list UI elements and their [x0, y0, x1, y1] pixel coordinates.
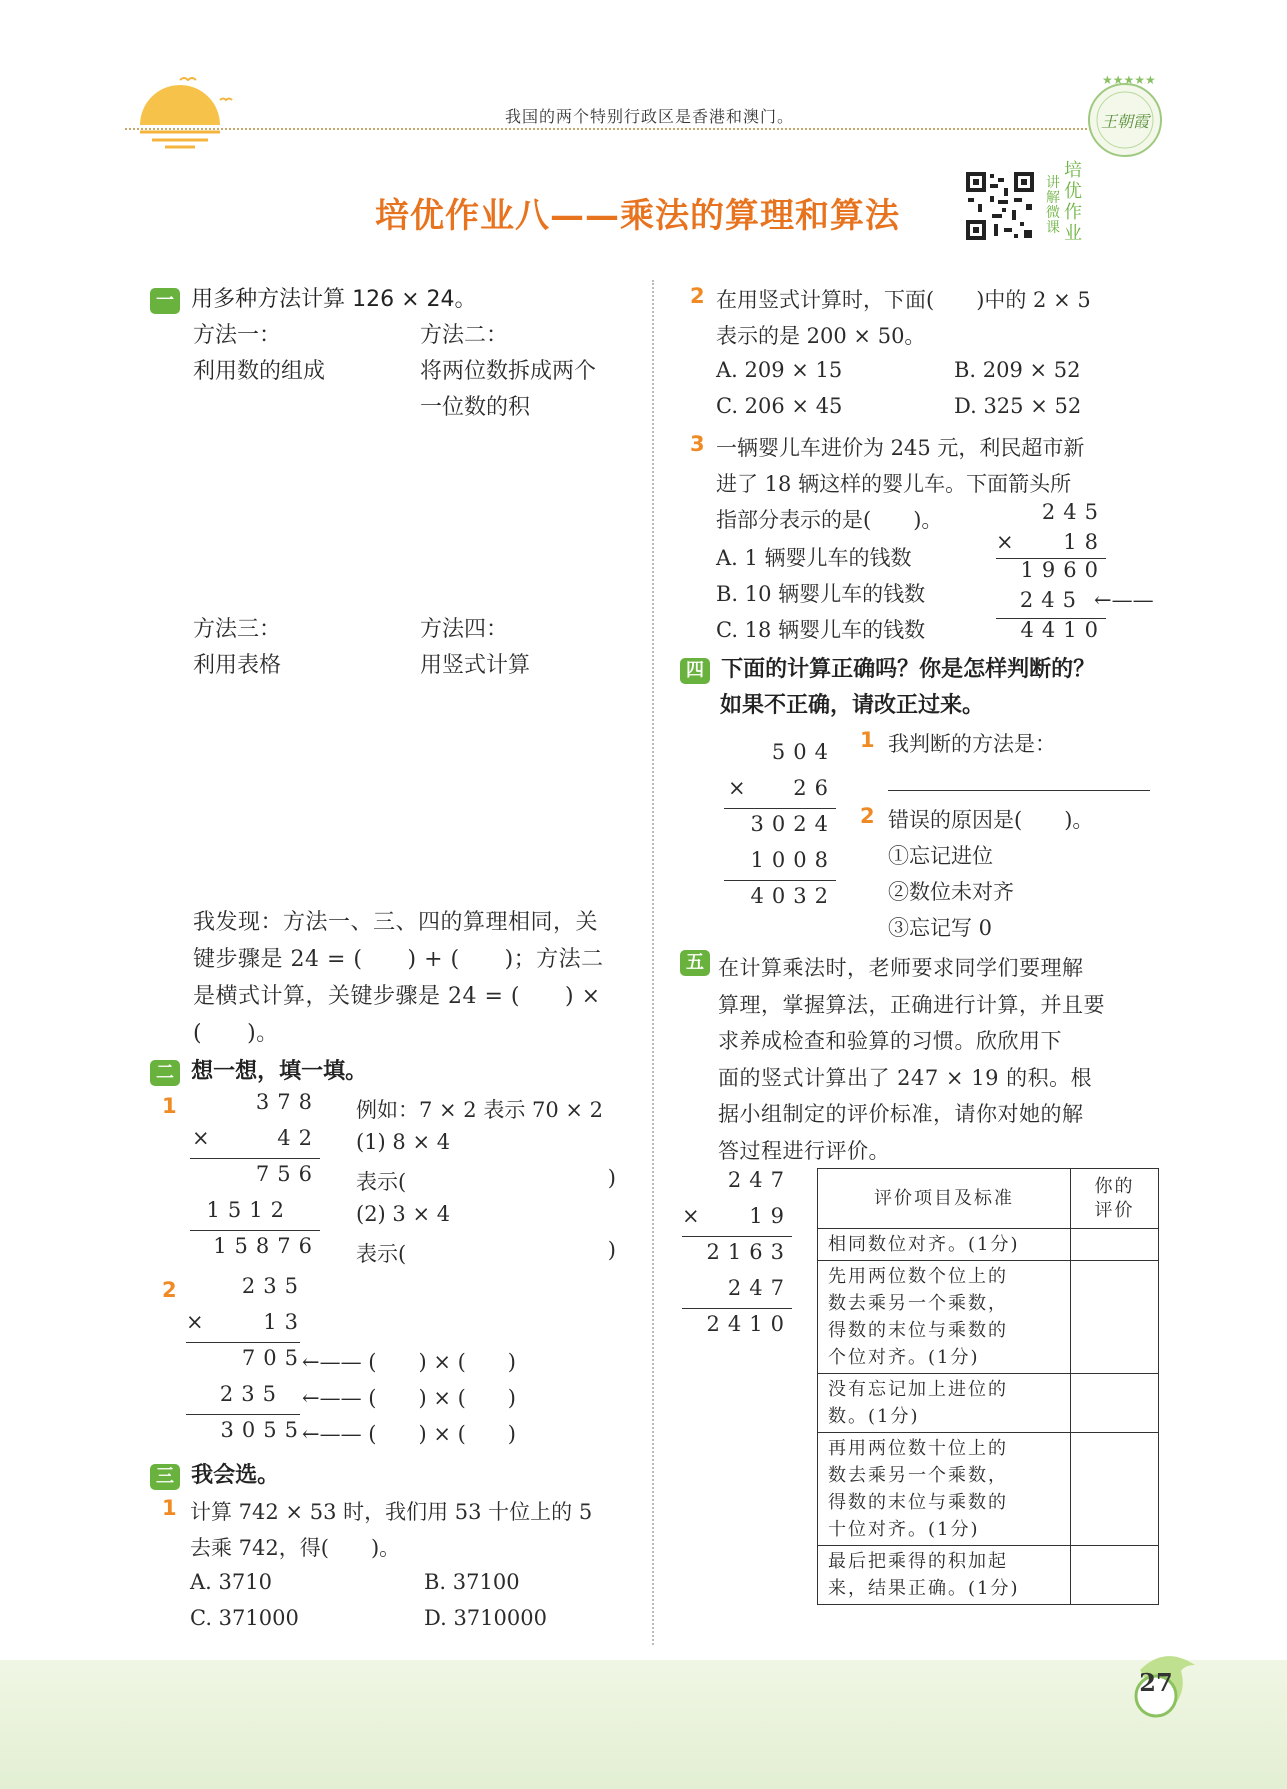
table-cell: 先用两位数个位上的 数去乘另一个乘数， 得数的末位与乘数的 个位对齐。(1分) [818, 1261, 1071, 1374]
table-header: 你的 评价 [1071, 1169, 1159, 1229]
method-4-label: 方法四： [420, 617, 509, 642]
section-badge: 二 [150, 1060, 180, 1086]
section-title: 用多种方法计算 126 × 24。 [191, 287, 477, 312]
section-2-heading [150, 1054, 367, 1086]
method-2-desc: 将两位数拆成两个 [420, 359, 597, 384]
table-row [818, 1229, 1159, 1261]
option-a: A. 1 辆婴儿车的钱数 [716, 546, 912, 570]
answer-cell[interactable] [1071, 1433, 1159, 1546]
page-number: 27 [1139, 1668, 1173, 1697]
section-badge: 四 [680, 658, 710, 684]
table-header: 评价项目及标准 [818, 1169, 1071, 1229]
method-1-desc: 利用数的组成 [193, 359, 326, 384]
arrow-icon: ←—— [1094, 588, 1154, 612]
part-1-meaning: 表示( ) [356, 1166, 616, 1194]
answer-cell[interactable] [1071, 1546, 1159, 1605]
question-text: 指部分表示的是( )。 [716, 508, 943, 532]
table-row [818, 1546, 1159, 1605]
question-number: 3 [690, 432, 705, 456]
part-1-expr: (1) 8 × 4 [356, 1130, 451, 1154]
section-5-heading [680, 950, 710, 976]
brand-logo-icon [1080, 72, 1170, 162]
question-text: 进了 18 辆这样的婴儿车。下面箭头所 [716, 472, 1072, 496]
blank-row-1: ←—— ( ) × ( ) [302, 1350, 516, 1374]
section-5-text: 在计算乘法时，老师要求同学们要理解 算理，掌握算法，正确进行计算，并且要 求养成检查和验算的习惯。欣欣用下 面的竖式计算出了 247 × 19 的积。根 据小组制定的评价标准，请你对她的解 答过程进行评价。 [718, 956, 1105, 1163]
section-badge: 五 [680, 950, 710, 976]
table-row [818, 1261, 1159, 1374]
error-reason-label: 错误的原因是( )。 [888, 808, 1094, 832]
answer-line [888, 790, 1150, 791]
table-row [818, 1433, 1159, 1546]
table-cell: 没有忘记加上进位的 数。(1分) [818, 1374, 1071, 1433]
question-number: 2 [860, 804, 875, 828]
question-text: 去乘 742，得( )。 [190, 1536, 401, 1560]
question-number: 1 [162, 1496, 177, 1520]
footer-background [0, 1660, 1287, 1789]
option-c: C. 18 辆婴儿车的钱数 [716, 618, 926, 642]
finding-text: 我发现：方法一、三、四的算理相同，关 键步骤是 24 = ( ) + ( )；方法二 是横式计算，关键步骤是 24 = ( ) × ( )。 [193, 910, 604, 1046]
question-number: 1 [162, 1094, 177, 1118]
method-2-label: 方法二： [420, 323, 509, 348]
qr-side-label: 培 优 作 业 [1064, 160, 1082, 244]
table-row [818, 1374, 1159, 1433]
option-a: A. 209 × 15 [716, 358, 843, 382]
method-4-desc: 用竖式计算 [420, 653, 531, 678]
option-a: A. 3710 [190, 1570, 272, 1594]
blank-row-3: ←—— ( ) × ( ) [302, 1422, 516, 1446]
question-text: 在用竖式计算时，下面( )中的 2 × 5 [716, 288, 1091, 312]
header-dotted-line [125, 128, 1095, 130]
choice-2: ②数位未对齐 [888, 880, 1014, 904]
section-1-heading [150, 282, 477, 314]
page-title: 培优作业八——乘法的算理和算法 [375, 196, 900, 236]
section-4-heading [680, 652, 1095, 684]
header [0, 0, 1287, 244]
section-badge: 三 [150, 1464, 180, 1490]
choice-1: ①忘记进位 [888, 844, 993, 868]
option-d: D. 325 × 52 [954, 394, 1082, 418]
question-number: 1 [860, 728, 875, 752]
option-b: B. 209 × 52 [954, 358, 1081, 382]
option-c: C. 371000 [190, 1606, 299, 1630]
choice-3: ③忘记写 0 [888, 916, 993, 940]
svg-text:★★★★★: ★★★★★ [1102, 73, 1156, 87]
question-text: 计算 742 × 53 时，我们用 53 十位上的 5 [190, 1500, 593, 1524]
table-header-row [818, 1169, 1159, 1229]
question-text: 一辆婴儿车进价为 245 元，利民超市新 [716, 436, 1085, 460]
column-divider [652, 280, 654, 1645]
option-b: B. 10 辆婴儿车的钱数 [716, 582, 926, 606]
sun-icon [120, 70, 240, 150]
svg-text:王朝霞: 王朝霞 [1100, 112, 1150, 131]
method-3-label: 方法三： [193, 617, 282, 642]
evaluation-table [817, 1168, 1159, 1605]
table-cell: 相同数位对齐。(1分) [818, 1229, 1071, 1261]
section-title-2: 如果不正确，请改正过来。 [720, 693, 985, 718]
section-3-heading [150, 1458, 279, 1490]
answer-cell[interactable] [1071, 1229, 1159, 1261]
option-c: C. 206 × 45 [716, 394, 843, 418]
qr-side-label-left: 讲 解 微 课 [1046, 175, 1060, 236]
answer-cell[interactable] [1071, 1374, 1159, 1433]
table-cell: 最后把乘得的积加起 来，结果正确。(1分) [818, 1546, 1071, 1605]
answer-cell[interactable] [1071, 1261, 1159, 1374]
option-b: B. 37100 [424, 1570, 520, 1594]
question-number: 2 [690, 284, 705, 308]
table-cell: 再用两位数十位上的 数去乘另一个乘数， 得数的末位与乘数的 十位对齐。(1分) [818, 1433, 1071, 1546]
method-3-desc: 利用表格 [193, 653, 282, 678]
example-text: 例如：7 × 2 表示 70 × 2 [356, 1098, 604, 1122]
section-title: 我会选。 [191, 1463, 280, 1488]
qr-code-icon [964, 170, 1036, 242]
header-tagline: 我国的两个特别行政区是香港和澳门。 [505, 107, 795, 126]
part-2-meaning: 表示( ) [356, 1238, 616, 1266]
part-2-expr: (2) 3 × 4 [356, 1202, 451, 1226]
method-2-desc-2: 一位数的积 [420, 395, 531, 420]
section-badge: 一 [150, 288, 180, 314]
blank-row-2: ←—— ( ) × ( ) [302, 1386, 516, 1410]
method-1-label: 方法一： [193, 323, 282, 348]
question-number: 2 [162, 1278, 177, 1302]
section-title: 想一想，填一填。 [191, 1059, 368, 1084]
option-d: D. 3710000 [424, 1606, 547, 1630]
judge-method-label: 我判断的方法是： [888, 732, 1056, 756]
section-title: 下面的计算正确吗？你是怎样判断的？ [721, 657, 1096, 682]
question-text: 表示的是 200 × 50。 [716, 324, 926, 348]
